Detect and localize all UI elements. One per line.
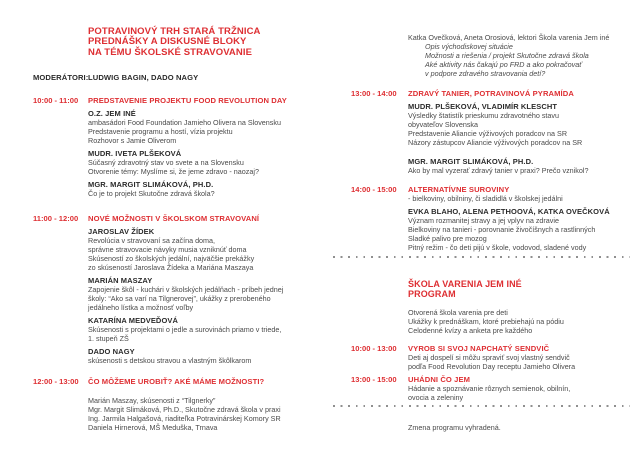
session-block — [33, 96, 318, 198]
session-title: ALTERNATÍVNE SUROVINY — [408, 185, 510, 194]
speaker-name: MUDR. IVETA PLŠEKOVÁ — [88, 148, 182, 158]
session-line: skúsenosti s detskou stravou a vlastným škôlkarom — [88, 355, 252, 365]
session-title: VYROB SI SVOJ NAPCHATÝ SENDVIČ — [408, 344, 550, 353]
speaker-group — [408, 157, 635, 175]
session-time: 12:00 - 13:00 — [33, 376, 79, 386]
session-time: 11:00 - 12:00 — [33, 213, 79, 223]
program-intro-line: Otvorená škola varenia pre deti — [408, 308, 508, 317]
speaker-name: EVKA BLAHO, ALENA PETHOOVÁ, KATKA OVEČKOVÁ — [408, 207, 610, 216]
speaker-group — [408, 207, 635, 252]
session-line: zo skúseností Jaroslava Žídeka a Mariána Maszaya — [88, 262, 254, 272]
session-line: Názory zástupcov Aliancie výživových poradcov na SR — [408, 138, 583, 147]
speaker-name: JAROSLAV ŽÍDEK — [88, 226, 155, 236]
speaker-group — [88, 109, 318, 145]
session-title: UHÁDNI ČO JEM — [408, 375, 471, 384]
speaker-group — [88, 149, 318, 176]
program-section-title — [408, 279, 635, 299]
speaker-group — [88, 316, 318, 343]
moderators-label: MODERÁTORI: — [33, 73, 89, 83]
speaker-name: KATARÍNA MEDVEĎOVÁ — [88, 315, 178, 325]
session-line: 1. stupeň ZŠ — [88, 333, 129, 343]
speaker-group — [88, 227, 318, 272]
session-title: NOVÉ MOŽNOSTI V ŠKOLSKOM STRAVOVANÍ — [88, 213, 260, 223]
program-intro — [408, 308, 635, 335]
page-title-line: PREDNÁŠKY A DISKUSNÉ BLOKY — [88, 36, 247, 48]
left-column — [33, 27, 318, 432]
session-time: 14:00 - 15:00 — [351, 185, 397, 194]
session-title: ČO MÔŽEME UROBIŤ? AKÉ MÁME MOŽNOSTI? — [88, 376, 265, 386]
session-line: Deti aj dospelí si môžu spraviť svoj vlastný sendvič — [408, 353, 570, 362]
session-line: obyvateľov Slovenska — [408, 120, 479, 129]
session-content — [88, 96, 318, 198]
session-content — [408, 375, 635, 402]
session-line: Skúsenosti s projektami o jedle a surovinách priamo v triede, — [88, 324, 282, 334]
footer-note: Zmena programu vyhradená. — [408, 423, 501, 432]
program-item — [351, 375, 635, 402]
speaker-name: MARIÁN MASZAY — [88, 275, 153, 285]
program-title-line: ŠKOLA VARENIA JEM INÉ — [408, 279, 522, 289]
speaker-group — [88, 180, 318, 198]
session-line: správne stravovacie návyky musia vzniknúť doma — [88, 244, 247, 254]
session-line: Predstavenie Aliancie výživových poradcov na SR — [408, 129, 568, 138]
session-line: Sladké palivo pre mozog — [408, 234, 487, 243]
session-line: Výsledky štatistík prieskumu zdravotného stavu — [408, 111, 560, 120]
session-line: jedálneho lístka a možnosť voľby — [88, 302, 194, 312]
session-content — [408, 33, 635, 78]
session-line: Otvorenie témy: Myslíme si, že jeme zdravo - naozaj? — [88, 166, 259, 176]
session-line: Predstavenie programu a hostí, vízia projektu — [88, 126, 233, 136]
session-line: školy: “Ako sa varí na Tilgnerovej”, ukážky z prerobeného — [88, 293, 271, 303]
speaker-name: MGR. MARGIT SLIMÁKOVÁ, PH.D. — [88, 179, 214, 189]
session-line: Mgr. Margit Slimáková, Ph.D., Skutočne zdravá škola v praxi — [88, 404, 281, 414]
session-title: PREDSTAVENIE PROJEKTU FOOD REVOLUTION DAY — [88, 95, 287, 105]
session-line: Súčasný zdravotný stav vo svete a na Slovensku — [88, 157, 244, 167]
session-content — [408, 185, 635, 252]
session-line: Čo je to projekt Skutočne zdravá škola? — [88, 188, 215, 198]
session-line: ambasádori Food Foundation Jamieho Olivera na Slovensku — [88, 117, 281, 127]
program-title-line: PROGRAM — [408, 289, 456, 299]
session-line: podľa Food Revolution Day receptu Jamieho Olivera — [408, 362, 576, 371]
session-line: Skúseností zo školských jedální, najväčšie prekážky — [88, 253, 255, 263]
speaker-group — [408, 102, 635, 147]
session-block — [33, 214, 318, 365]
session-time: 10:00 - 11:00 — [33, 95, 79, 105]
session-content — [408, 89, 635, 175]
session-time: 13:00 - 14:00 — [351, 89, 397, 98]
page-title-line: NA TÉMU ŠKOLSKÉ STRAVOVANIE — [88, 46, 253, 58]
session-line: Daniela Hirnerová, MŠ Meduška, Trnava — [88, 422, 218, 432]
session-line: Zapojenie škôl - kuchári v školských jedálňach - príbeh jednej — [88, 284, 284, 294]
session-time: 10:00 - 13:00 — [351, 344, 397, 353]
right-column — [351, 33, 635, 432]
session-line: Revolúcia v stravovaní sa začína doma, — [88, 235, 216, 245]
program-intro-line: Celodenné kvízy a anketa pre každého — [408, 326, 533, 335]
session-line: Význam rozmanitej stravy a jej vplyv na zdravie — [408, 216, 559, 225]
session-line-italic: Aké aktivity nás čakajú po FRD a ako pokračovať — [425, 60, 582, 69]
session-line: Hádanie a spoznávanie rôznych semienok, obilnín, — [408, 384, 571, 393]
session-line: Marián Maszay, skúsenosti z “Tilgnerky” — [88, 395, 216, 405]
session-block — [351, 185, 635, 252]
session-line: ovocia a zeleniny — [408, 393, 464, 402]
speaker-name: O.Z. JEM INÉ — [88, 108, 136, 118]
speaker-name: MGR. MARGIT SLIMÁKOVÁ, PH.D. — [408, 157, 534, 166]
session-content — [88, 377, 318, 432]
program-item — [351, 344, 635, 371]
continuation-block — [351, 33, 635, 78]
session-line: Katka Ovečková, Aneta Orosiová, lektori Škola varenia Jem iné — [408, 33, 610, 42]
session-content — [408, 344, 635, 371]
speaker-name: MUDR. PLŠEKOVÁ, VLADIMÍR KLESCHT — [408, 102, 558, 111]
dotted-divider — [333, 405, 630, 407]
session-line-italic: v podpore zdravého stravovania detí? — [425, 69, 546, 78]
session-subtitle: - bielkoviny, obilniny, či sladidlá v školskej jedálni — [408, 194, 563, 203]
session-title: ZDRAVÝ TANIER, POTRAVINOVÁ PYRAMÍDA — [408, 89, 574, 98]
session-block — [351, 89, 635, 175]
session-line: Rozhovor s Jamie Oliverom — [88, 135, 177, 145]
session-block — [33, 377, 318, 432]
speaker-group — [88, 276, 318, 312]
page-title-line: POTRAVINOVÝ TRH STARÁ TRŽNICA — [88, 26, 261, 37]
moderators-row — [33, 73, 318, 83]
session-line-italic: Opis východiskovej situácie — [425, 42, 513, 51]
page-title — [88, 27, 318, 58]
session-line-italic: Možnosti a riešenia / projekt Skutočne zdravá škola — [425, 51, 589, 60]
session-content — [88, 214, 318, 365]
session-line: Ing. Jarmila Halgašová, riaditeľka Potravinárskej Komory SR — [88, 413, 281, 423]
moderators-names: LUDWIG BAGIN, DADO NAGY — [88, 73, 199, 83]
program-intro-line: Ukážky k prednáškam, ktoré prebiehajú na pódiu — [408, 317, 564, 326]
session-line: Bielkoviny na tanieri - porovnanie živočíšnych a rastlinných — [408, 225, 596, 234]
speaker-name: DADO NAGY — [88, 346, 135, 356]
speaker-group — [88, 347, 318, 365]
session-line: Pitný režim - čo deti pijú v škole, vodovod, sladené vody — [408, 243, 587, 252]
session-line: Ako by mal vyzerať zdravý tanier v praxi? Prečo vznikol? — [408, 166, 589, 175]
session-time: 13:00 - 15:00 — [351, 375, 397, 384]
dotted-divider — [333, 256, 630, 258]
